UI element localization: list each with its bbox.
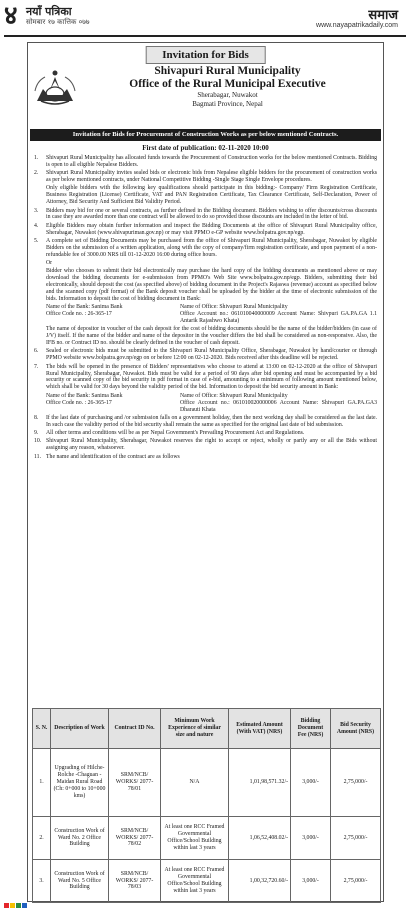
bank-office-code: Office Code no. : 26-365-17 [46,311,112,318]
clause-number: 10. [34,438,42,445]
table-row [33,817,381,860]
column-header: Bidding Document Fee (NRS) [291,709,331,749]
bank-office-code: Office Code no. : 26-365-17 [46,399,112,406]
clause-text: Shivapuri Rural Municipality invites sealed bids or electronic bids from Nepalese eligible bidders for the procurement of construction works as per below mentioned contracts, under National Competitive Bidding -Single Stage Single Envelope procedures. [46,170,377,184]
table-header-row [33,709,381,749]
notice-title: Invitation for Bids [145,46,266,64]
table-cell: 1. [33,749,51,817]
clause-text: Bidders may bid for one or several contracts, as further defined in the Bidding document. Bidders wishing to offer discounts/cross discounts in case they are awarded more than one contract will be allowed to do so provided those discounts are included in the letter of bid. [46,207,377,221]
clause-5-or: Or [46,260,53,267]
color-block [10,903,15,908]
table-cell: 1,01,98,571.32/- [229,749,291,817]
table-cell: 3,000/- [291,860,331,903]
clause-2 [34,170,377,184]
table-cell: Upgrading of Hilche- Rolche -Chaguan -Maidan Rural Road (Ch: 0+000 to 10+000 kms) [51,749,109,817]
bank-name: Name of the Bank: Sanima Bank [46,392,123,399]
table-cell: 3. [33,860,51,903]
bank-name: Name of the Bank: Sanima Bank [46,304,123,311]
bank-info-row [34,311,377,325]
bank-account: Office Account no.: 061010020000006 Account Name: Shivapuri GA.PA.GA3 Dharauti Khata [180,399,377,413]
clause-6 [34,348,377,362]
clause-number: 3. [34,207,39,214]
column-header: Estimated Amount (With VAT) (NRS) [229,709,291,749]
publication-date: First date of publication: 02-11-2020 10:00 [142,144,269,152]
bank-office-name: Name of Office: Shivapuri Rural Municipality [180,392,288,399]
clause-number: 5. [34,237,39,244]
bid-notice [27,42,384,902]
clause-8 [34,415,377,429]
invitation-banner: Invitation for Bids for Procurement of Construction Works as per below mentioned Contracts. [30,129,381,141]
contracts-table [32,708,381,903]
clause-number: 1. [34,155,39,161]
table-cell: 2,75,000/- [331,860,381,903]
clause-11 [34,454,377,461]
table-cell: 2. [33,817,51,860]
table-cell: 3,000/- [291,817,331,860]
clause-number: 2. [34,170,39,177]
bank-account: Office Account no.: 061010040000009 Account Name: Shivpuri GA.PA.GA 1.1 Antarik Rajashwo Khata) [180,311,377,325]
clause-5-electronic: Bidder who chooses to submit their bid electronically may purchase the hard copy of the bidding documents as mentioned above or may download the bidding documents for e-submission from PPMO's Web Site www.bolpatra.gov.np/egp. Bidders, submitting their bid electronically, should deposit the cost (as specified above) of bidding document in the Project's Rajaswa (revenue) account as specified below and the scanned copy (pdf format) of the Bank deposit voucher shall be uploaded by the bidder at the time of electronic submission of the bids. Information to deposit the cost of bidding document in Bank: [46,268,377,302]
clause-5 [34,238,377,259]
page-number: ४ [4,1,18,31]
clause-text: All other terms and conditions will be as per Nepal Government's Prevailing Procurement Act and Regulations. [46,430,305,436]
clause-number: 9. [34,430,39,436]
clause-number: 7. [34,363,39,370]
footer-color-strip [4,903,406,908]
clause-text: A complete set of Bidding Documents may be purchased from the office of Shivapuri Rural Municipality, Sherabagar, Nuwakot by eligible Bidders on the submission of a written application, along with the copy of company/firm registration certificate, and upon payment of a non-refundable fee of 3000.00 NRS till 01-12-2020 16:00 during office hours. [46,237,377,258]
table-cell: At least one RCC Framed Governmental Office/School Building within last 3 years [161,817,229,860]
nepal-emblem-icon [33,67,77,107]
clause-10 [34,438,377,452]
column-header: Minimum Work Experience of similar size and nature [161,709,229,749]
color-block [22,903,27,908]
table-cell: 2,75,000/- [331,817,381,860]
table-cell: 3,000/- [291,749,331,817]
clause-9 [34,430,377,437]
clause-number: 11. [34,453,42,460]
paper-name: नयाँ पत्रिका [26,5,72,18]
clause-5-depositor: The name of depositor in voucher of the cash deposit for the cost of bidding documents should be the name of the bidder/bidders (in case of J/V) itself. If the name of the bidder and name of the depositor in the voucher differs the bid shall be considered as non-responsive. Also, the IFB no. or Contract ID no. should be clearly defined in the voucher of cash deposit. [46,326,377,347]
clause-text: Shivapuri Rural Municipality has allocated funds towards the Procurement of Construction works for the below mentioned Contracts. Bidding is open to all eligible Nepalese Bidders. [46,155,377,168]
table-row [33,749,381,817]
clause-text: If the last date of purchasing and /or submission falls on a government holiday, then the next working day shall be considered as the last date. In such case the validity period of the bid security shall remain the same as specified for the original last date of bid submission. [46,414,377,428]
clause-text: The bids will be opened in the presence of Bidders' representatives who choose to attend at 13:00 on 02-12-2020 at the office of Shivapuri Rural Municipality, Sherabagar, Nuwakot. Bids must be valid for a period of 90 days after bid opening and must be accompanied by a bid security or scanned copy of the bid security in pdf format in case of e-bid, amounting to a minimum of following amount mentioned below, which shall be valid for 30 days beyond the validity period of the bid. Information to deposit the bid security amount in Bank: [46,363,377,391]
clause-number: 8. [34,414,39,421]
clause-text: Shivapuri Rural Municipality, Sherabagar, Nuwakot reserves the right to accept or reject, wholly or partly any or all the Bids without assigning any reason, whatsoever. [46,438,377,452]
clause-2-qualifications: Only eligible bidders with the following key qualifications should participate in this bidding:- Company/ Firm Registration Certificate, Business Registration (License) Certificate, VAT and PAN Registration Certificate, Tax Clearance Certificate, Self-Declaration, Power of Attorney, Bid Security And Sufficient Bid Validity Period. [46,185,377,206]
column-header: Contract ID No. [109,709,161,749]
clause-text: Sealed or electronic bids must be submitted to the Shivapuri Rural Municipality Office, Sherabagar, Nuwakot by hand/courier or through PPMO website www.bolpatra.gov.np/egp on or before 12:00 on 02-12-2020. Bids received after this deadline will be rejected. [46,348,377,362]
office-name: Office of the Rural Municipal Executive [129,78,326,90]
column-header: Description of Work [51,709,109,749]
clause-number: 6. [34,348,39,355]
table-cell: N/A [161,749,229,817]
paper-brand [26,6,90,27]
table-row [33,860,381,903]
clause-7 [34,364,377,392]
organisation-name: Shivapuri Rural Municipality [154,65,301,77]
clause-1 [34,155,377,169]
address-line-1: Sherabagar, Nuwakot [197,91,258,99]
table-cell: SRM/NCB/ WORKS/ 2077-78/01 [109,749,161,817]
table-cell: 1,00,32,720.60/- [229,860,291,903]
bank-info-row [34,400,377,414]
clause-text: Eligible Bidders may obtain further information and inspect the Bidding Documents at the office of Shivapuri Rural Municipality office, Sherabagar, Nuwakot (www.shivapuriman.gov.np) or may visit PPMO e-GP website www.bolpatra.gov.np/egp. [46,222,377,236]
masthead-divider [4,35,406,37]
color-block [4,903,9,908]
column-header: S. N. [33,709,51,749]
section-title: समाज [368,8,398,23]
clause-4 [34,223,377,237]
clause-3 [34,208,377,222]
table-cell: SRM/NCB/ WORKS/ 2077-78/03 [109,860,161,903]
newspaper-masthead [0,0,410,36]
clause-text: The name and identification of the contract are as follows [46,453,180,460]
site-url: www.nayapatrikadaily.com [316,22,398,29]
bank-info-row [34,393,377,400]
table-cell: 2,75,000/- [331,749,381,817]
organisation-header [78,65,377,108]
notice-body [34,155,377,462]
table-cell: At least one RCC Framed Governmental Office/School Building within last 3 years [161,860,229,903]
table-cell: Construction Work of Ward No. 5 Office Building [51,860,109,903]
table-cell: SRM/NCB/ WORKS/ 2077-78/02 [109,817,161,860]
color-block [16,903,21,908]
issue-date: सोमबार १७ कात्तिक ०७७ [26,18,90,26]
bank-office-name: Name of Office: Shivapuri Rural Municipality [180,304,288,311]
column-header: Bid Security Amount (NRS) [331,709,381,749]
table-cell: Construction Work of Ward No. 2 Office Building [51,817,109,860]
address-line-2: Bagmati Province, Nepal [192,99,263,108]
clause-number: 4. [34,222,39,229]
table-cell: 1,06,52,408.02/- [229,817,291,860]
